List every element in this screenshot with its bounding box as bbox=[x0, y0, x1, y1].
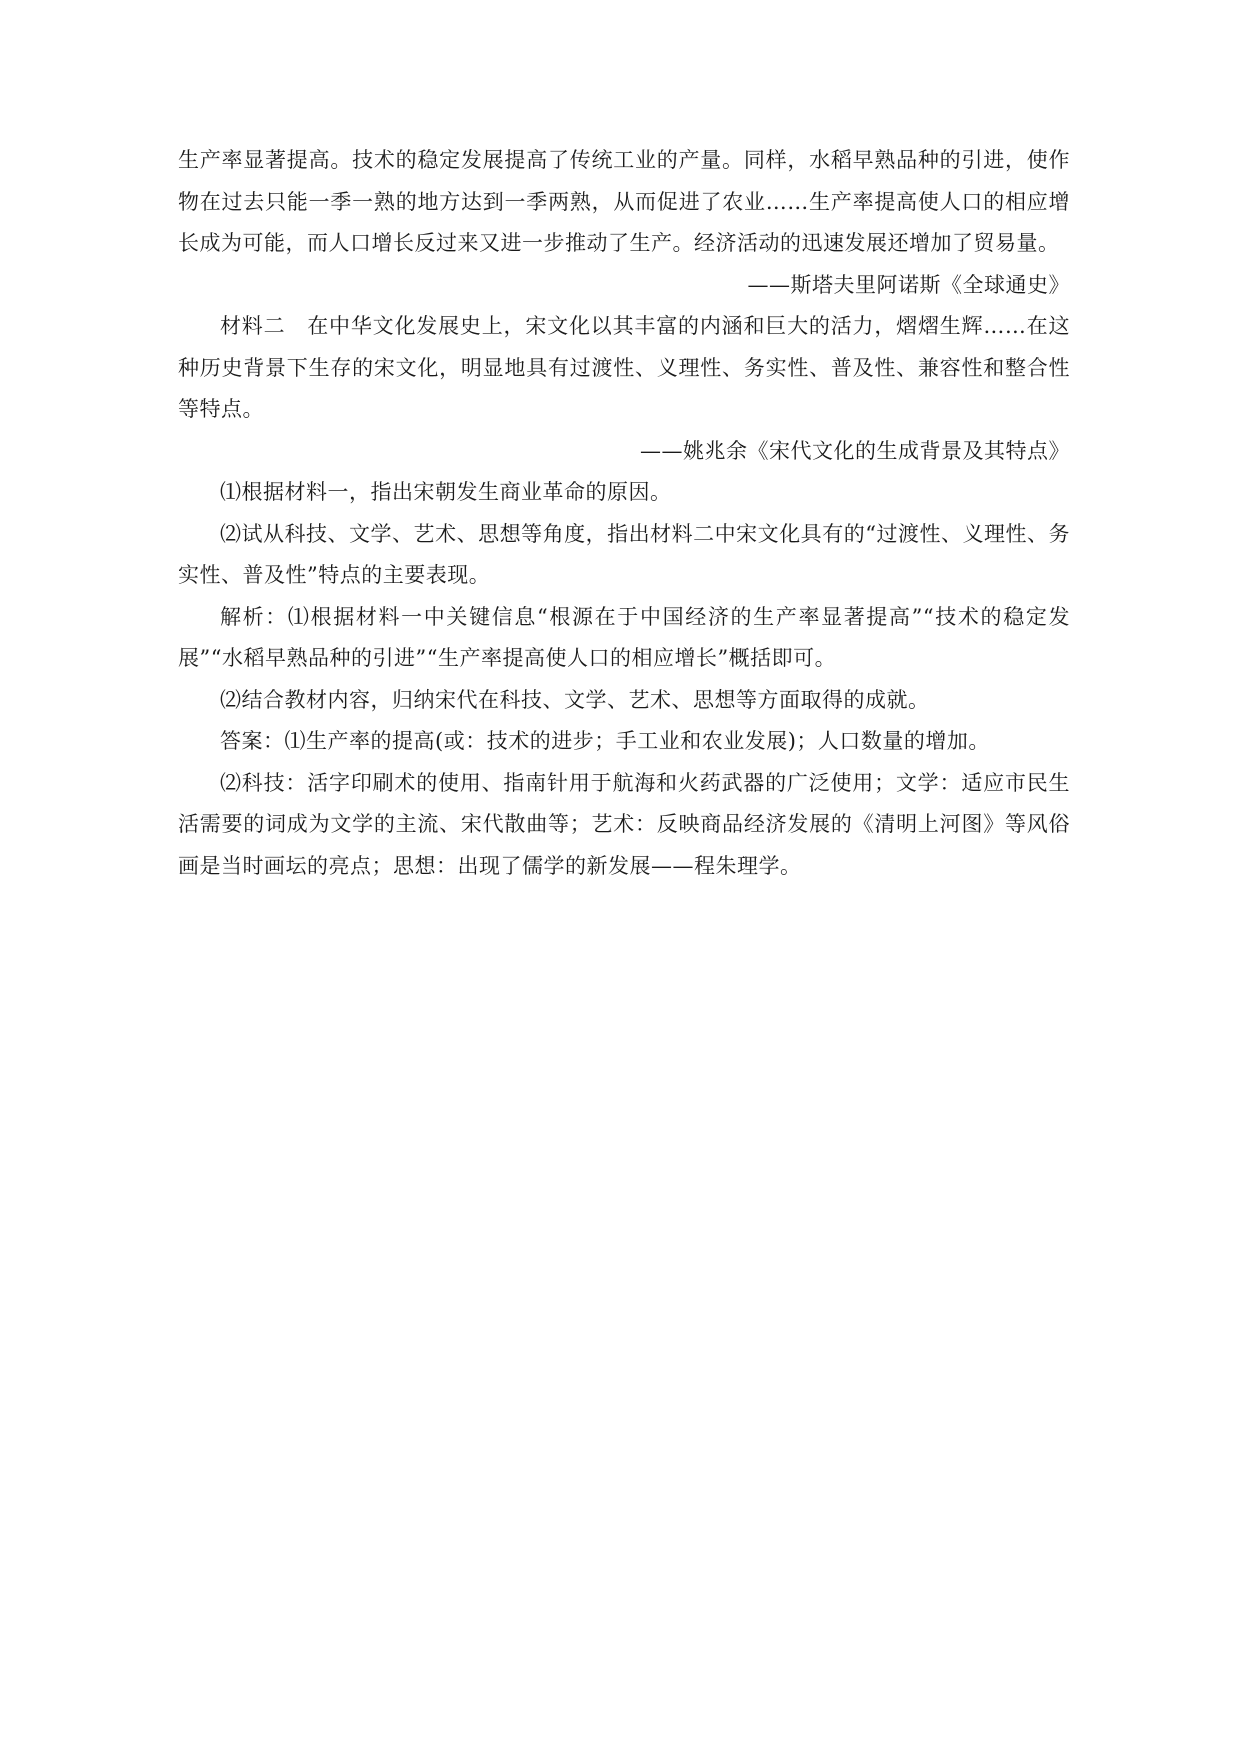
analysis-part-two: ⑵结合教材内容，归纳宋代在科技、文学、艺术、思想等方面取得的成就。 bbox=[220, 687, 930, 712]
question-one: ⑴根据材料一，指出宋朝发生商业革命的原因。 bbox=[220, 480, 672, 504]
document-body bbox=[178, 140, 1070, 887]
material-two-citation: ——姚兆余《宋代文化的生成背景及其特点》 bbox=[640, 438, 1070, 463]
answer-part-two: ⑵科技：活字印刷术的使用、指南针用于航海和火药武器的广泛使用；文学：适应市民生活需要的词成为文学的主流、宋代散曲等；艺术：反映商品经济发展的《清明上河图》等风俗画是当时画坛的亮点；思想：出现了儒学的新发展——程朱理学。 bbox=[178, 770, 1070, 878]
analysis-part-one: 解析：⑴根据材料一中关键信息“根源在于中国经济的生产率显著提高”“技术的稳定发展”“水稻早熟品种的引进”“生产率提高使人口的相应增长”概括即可。 bbox=[178, 604, 1070, 670]
material-one-citation: ——斯塔夫里阿诺斯《全球通史》 bbox=[747, 272, 1070, 297]
question-two: ⑵试从科技、文学、艺术、思想等角度，指出材料二中宋文化具有的“过渡性、义理性、务实性、普及性”特点的主要表现。 bbox=[178, 521, 1070, 587]
material-two-text: 材料二 在中华文化发展史上，宋文化以其丰富的内涵和巨大的活力，熠熠生辉……在这种历史背景下生存的宋文化，明显地具有过渡性、义理性、务实性、普及性、兼容性和整合性等特点。 bbox=[178, 314, 1070, 421]
answer-part-one: 答案：⑴生产率的提高(或：技术的进步；手工业和农业发展)；人口数量的增加。 bbox=[220, 729, 990, 753]
material-one-text: 生产率显著提高。技术的稳定发展提高了传统工业的产量。同样，水稻早熟品种的引进，使作物在过去只能一季一熟的地方达到一季两熟，从而促进了农业……生产率提高使人口的相应增长成为可能，而人口增长反过来又进一步推动了生产。经济活动的迅速发展还增加了贸易量。 bbox=[178, 148, 1070, 255]
